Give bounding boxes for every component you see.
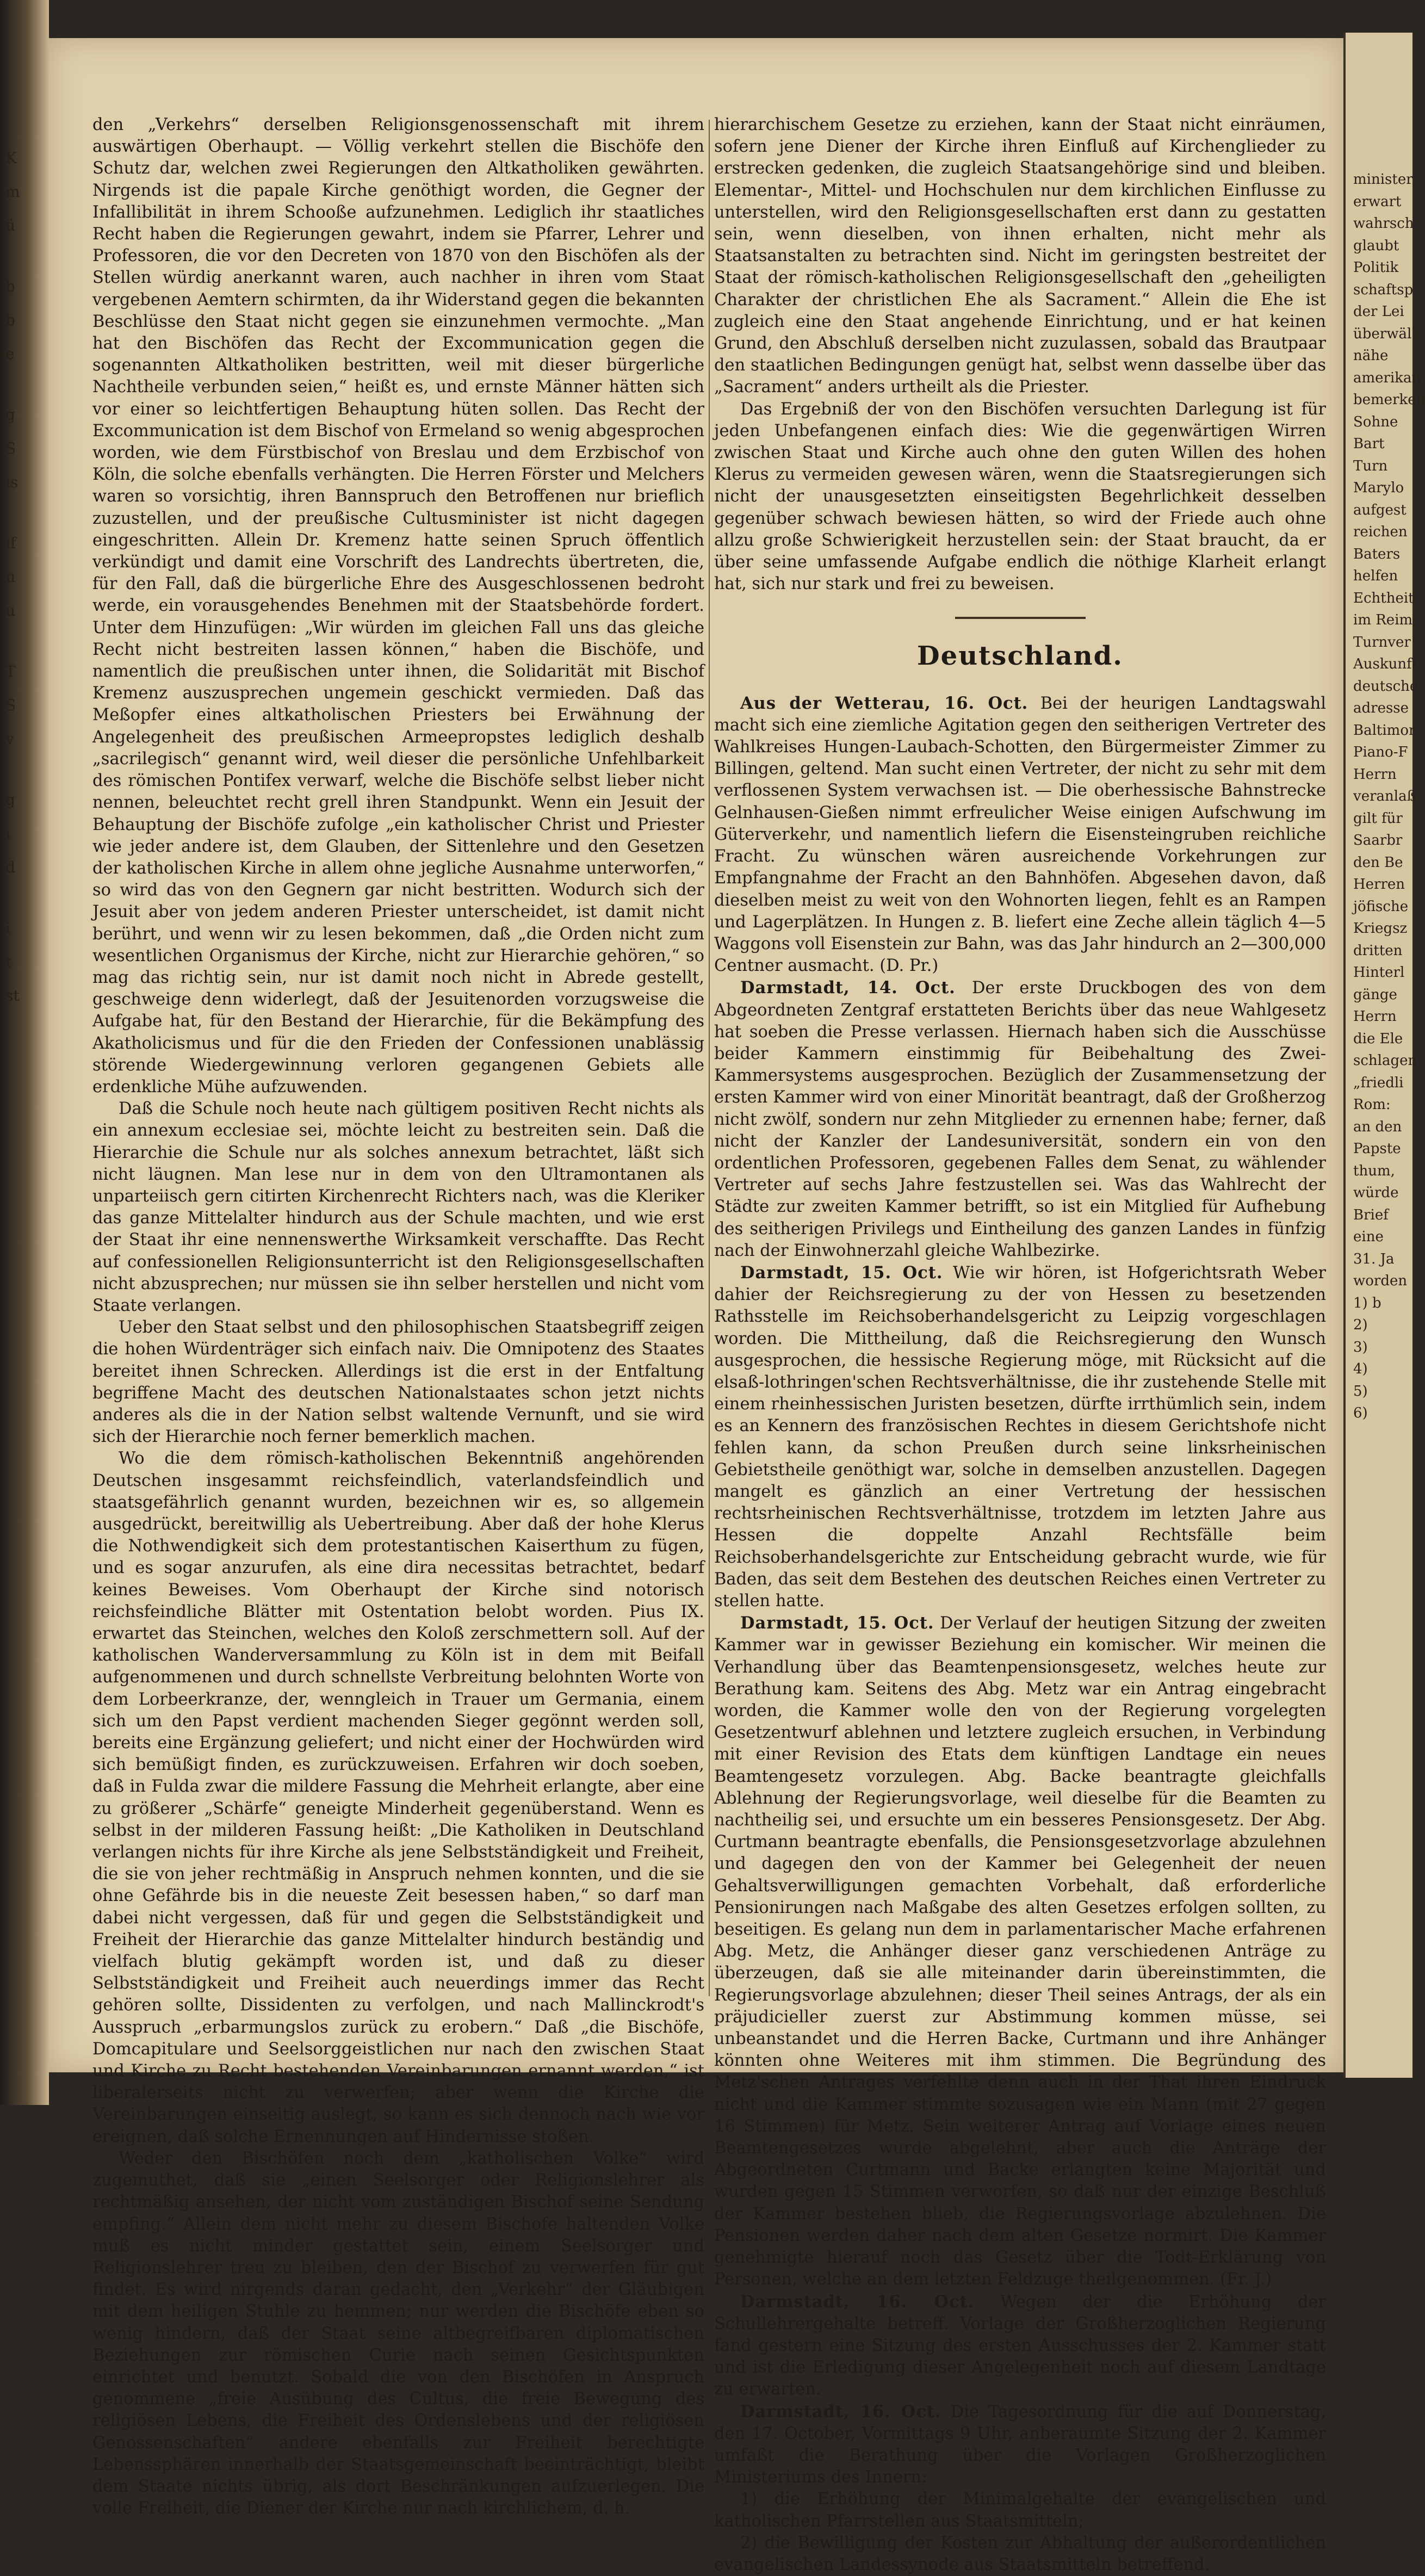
agenda-item: 1) die Erhöhung der Minimalgehalte der evangelischen und katholischen Pfarrstellen aus Staatsmitteln;	[714, 2490, 1326, 2531]
news-dateline: Aus der Wetterau, 16. Oct.	[740, 693, 1029, 713]
edge-fragment: ü	[5, 216, 16, 234]
edge-fragment: is	[5, 473, 18, 491]
next-page-fragment: würde	[1353, 1185, 1399, 1201]
next-page-fragment: gilt für	[1353, 810, 1403, 827]
next-page-fragment: Kriegsz	[1353, 920, 1408, 937]
edge-fragment: e	[5, 345, 15, 363]
edge-fragment: v	[5, 730, 14, 748]
news-text: Bei der heurigen Landtagswahl macht sich eine ziemliche Agitation gegen den seitherigen Vertreter des Wahlkreises Hungen-Laubach-Schotten, den Bürgermeister Zimmer zu Billingen, geltend. Man sucht einen Vertreter, der nicht zu sehr mit dem verflossenen System verwachsen ist. — Die oberhessische Bahnstrecke Gelnhausen-Gießen nimmt erfreulicher Weise einigen Aufschwung im Güterverkehr, und namentlich liefern die Eisensteingruben reichliche Fracht. Zu wünschen wären ausreichende Vorkehrungen zur Empfangnahme der Fracht an den Bahnhöfen. Abgesehen davon, daß dieselben meist zu weit von den Wohnorten liegen, fehlt es an Rampen und Lagerplätzen. In Hungen z. B. liefert eine Zeche allein täglich 4—5 Waggons voll Eisenstein zur Bahn, was das Jahr hindurch an 2—300,000 Centner ausmacht. (D. Pr.)	[714, 693, 1326, 976]
next-page-fragment: wahrsch	[1353, 215, 1414, 232]
next-page-fragment: Brief	[1353, 1206, 1389, 1223]
next-page-fragment: eine	[1353, 1229, 1384, 1245]
next-page-edge	[1343, 33, 1425, 2078]
news-text: Der Verlauf der heutigen Sitzung der zweiten Kammer war in gewisser Beziehung ein komischer. Wir meinen die Verhandlung über das Beamtenpensionsgesetz, welches heute zur Berathung kam. Seitens des Abg. Metz war ein Antrag eingebracht worden, die Kammer wolle den von der Regierung vorgelegten Gesetzentwurf ablehnen und letztere zugleich ersuchen, in Verbindung mit einer Revision des Etats dem künftigen Landtage ein neues Beamtengesetz vorzulegen. Abg. Backe beantragte gleichfalls Ablehnung der Regierungsvorlage, weil dieselbe für die Beamten zu nachtheilig sei, und ersuchte um ein besseres Pensionsgesetz. Der Abg. Curtmann beantragte ebenfalls, die Pensionsgesetzvorlage abzulehnen und dagegen den von der Kammer bei Gelegenheit der neuen Gehaltsverwilligungen gemachten Vorbehalt, daß erforderliche Pensionirungen nach Maßgabe des alten Gesetzes erfolgen sollten, zu beseitigen. Es gelang nun dem in parlamentarischer Mache erfahrenen Abg. Metz, die Anhänger dieser ganz verschiedenen Anträge zu überzeugen, daß sie alle miteinander darin übereinstimmten, die Regierungsvorlage abzulehnen; dieser Theil seines Antrags, der als ein präjudicieller zuerst zur Abstimmung kommen müsse, sei unbeanstandet und die Herren Backe, Curtmann und ihre Anhänger könnten ohne Weiteres mit ihm stimmen. Die Begründung des Metz'schen Antrages verfehlte denn auch in der That ihren Eindruck nicht und die Kammer stimmte sozusagen wie ein Mann (mit 27 gegen 16 Stimmen) für Metz. Sein weiterer Antrag auf Vorlage eines neuen Beamtengesetzes wurde abgelehnt, aber auch die Anträge der Abgeordneten Curtmann und Backe erlangten keine Majorität und wurden gegen 15 Stimmen verworfen, so daß nur der einzige Beschluß der Kammer bestehen blieb, die Regierungsvorlage abzulehnen. Die Pensionen werden daher nach dem alten Gesetze normirt. Die Kammer genehmigte hierauf noch das Gesetz über die Todt-Erklärung von Personen, welche an dem letzten Feldzuge theilgenommen. (Fr. J.)	[714, 1614, 1326, 2289]
next-page-fragment: die Ele	[1353, 1030, 1403, 1047]
next-page-fragment: Politik	[1353, 259, 1399, 276]
next-page-fragment: reichen	[1353, 524, 1408, 540]
news-item	[714, 2401, 1326, 2489]
edge-fragment: d	[5, 858, 15, 876]
next-page-fragment: glaubt	[1353, 237, 1399, 254]
edge-fragment: n	[5, 568, 16, 586]
next-page-fragment: 6)	[1353, 1405, 1368, 1421]
edge-fragment: b	[5, 277, 15, 295]
next-page-fragment: Baters	[1353, 546, 1401, 562]
next-page-fragment: 3)	[1353, 1339, 1368, 1355]
right-paragraph: hierarchischem Gesetze zu erziehen, kann der Staat nicht einräumen, sofern jene Diener der Kirche ihren Einfluß auf Kirchenglieder zu erstrecken gedenken, die zugleich Staatsangehörige sind und bleiben. Elementar-, Mittel- und Hochschulen nur dem kirchlichen Einflusse zu unterstellen, wird den Religionsgesellschaften erst dann zu gestatten sein, wenn dieselben, von ihnen erhalten, nicht mehr als Staatsanstalten zu betrachten sind. Nicht im geringsten bestreitet der Staat der römisch-katholischen Religionsgesellschaft den „geheiligten Charakter der christlichen Ehe als Sacrament.“ Allein die Ehe ist zugleich eine den Staat angehende Einrichtung, und er hat keinen Grund, den Abschluß derselben nicht zuzulassen, sobald das Brautpaar den staatlichen Bedingungen genügt hat, selbst wenn dasselbe über das „Sacrament“ anders urtheilt als die Priester.	[714, 115, 1326, 397]
section-divider	[955, 617, 1086, 619]
next-page-fragments	[1353, 169, 1425, 1425]
next-page-fragment: 5)	[1353, 1383, 1368, 1400]
news-text: Die Tagesordnung für die auf Donnerstag, den 17. October, Vormittags 9 Uhr, anberaumte Sitzung der 2. Kammer umfaßt die Berathung über die Vorlagen Großherzoglichen Ministeriums des Innern:	[714, 2402, 1326, 2487]
next-page-fragment: Hinterl	[1353, 964, 1405, 981]
left-paragraph: den „Verkehrs“ derselben Religionsgenossenschaft mit ihrem auswärtigen Oberhaupt. — Völlig verkehrt stellen die Bischöfe den Schutz dar, welchen zwei Regierungen den Altkatholiken gewährten. Nirgends ist die papale Kirche genöthigt worden, die Gegner der Infallibilität in ihrem Schooße aufzunehmen. Lediglich ihr staatliches Recht haben die Regierungen gewahrt, indem sie Pfarrer, Lehrer und Professoren, die vor den Decreten von 1870 von den Bischöfen als der Stellen würdig anerkannt waren, auch nachher in ihren vom Staat vergebenen Aemtern schirmten, da ihr Widerstand gegen die bekannten Beschlüsse den Staat nicht gegen sie einzunehmen vermochte. „Man hat den Bischöfen das Recht der Excommunication gegen die sogenannten Altkatholiken bestritten, weil mit dieser bürgerliche Nachtheile verbunden seien,“ heißt es, und ernste Männer hätten sich vor einer so leichtfertigen Behauptung hüten sollen. Das Recht der Excommunication ist dem Bischof von Ermeland so wenig abgesprochen worden, wie dem Fürstbischof von Breslau und dem Erzbischof von Köln, die solche ebenfalls verhängten. Die Herren Förster und Melchers waren so vorsichtig, ihren Bannspruch den Betroffenen nur brieflich zuzustellen, und der preußische Cultusminister ist nicht dagegen eingeschritten. Allein Dr. Kremenz hatte seinen Spruch öffentlich verkündigt und damit eine Vorschrift des Landrechts übertreten, die, für den Fall, daß die bürgerliche Ehre des Ausgeschlossenen bedroht werde, ein vorausgehendes Benehmen mit der Staatsbehörde fordert. Unter dem Hinzufügen: „Wir würden im gleichen Fall uns das gleiche Recht nicht bestreiten lassen können,“ haben die Bischöfe, und namentlich die preußischen unter ihnen, die Solidarität mit Bischof Kremenz auszusprechen ungemein geschickt vermieden. Daß das Meßopfer eines altkatholischen Priesters bei Erwähnung der Angelegenheit des preußischen Armeepropstes lediglich deshalb „sacrilegisch“ genannt wird, weil dieser die persönliche Unfehlbarkeit des römischen Pontifex verwarf, welche die Bischöfe selbst lieber nicht nennen, beleuchtet recht grell ihren Standpunkt. Wenn ein Jesuit der Behauptung der Bischöfe zufolge „ein katholischer Christ und Priester wie jeder andere ist, dem Glauben, der Sittenlehre und den Gesetzen der katholischen Kirche in allem ohne jegliche Ausnahme unterworfen,“ so wird das von den Gegnern gar nicht bestritten. Wodurch sich der Jesuit aber von jedem anderen Priester unterscheidet, ist damit nicht berührt, und wenn wir zu lesen bekommen, daß „die Orden nicht zum wesentlichen Organismus der Kirche, nicht zur Hierarchie gehören,“ so mag das richtig sein, nur ist damit noch nicht in Abrede gestellt, geschweige denn widerlegt, daß der Jesuitenorden vorzugsweise die Aufgabe hat, für den Bestand der Hierarchie, für die Bekämpfung des Akatholicismus und für die den Frieden der Confessionen unablässig störende Wiedergewinnung verloren gegangenen Gebiets alle erdenkliche Mühe aufzuwenden.	[92, 115, 704, 1097]
next-page-fragment: Herrn	[1353, 1008, 1397, 1025]
edge-fragment: m	[5, 183, 20, 201]
next-page-fragment: Baltimor	[1353, 722, 1416, 739]
left-paragraph: Ueber den Staat selbst und den philosophischen Staatsbegriff zeigen die hohen Würdenträger sich einfach naiv. Die Omnipotenz des Staates bereitet ihnen Schrecken. Allerdings ist die erst in der Entfaltung begriffene Macht des deutschen Nationalstaates schon jetzt nichts anderes als die in der Nation selbst waltende Vernunft, und sie wird sich der Hierarchie noch ferner bemerklich machen.	[92, 1318, 704, 1447]
next-page-fragment: im Reim	[1353, 612, 1413, 628]
next-page-fragment: Rom:	[1353, 1097, 1391, 1113]
news-dateline: Darmstadt, 15. Oct.	[740, 1262, 943, 1283]
agenda-item: 2) die Bewilligung der Kosten zur Abhaltung der außerordentlichen evangelischen Landessynode aus Staatsmitteln betreffend.	[714, 2533, 1326, 2574]
news-dateline: Darmstadt, 14. Oct.	[740, 978, 956, 998]
next-page-fragment: 2)	[1353, 1317, 1368, 1333]
edge-fragment: g	[5, 406, 15, 424]
left-column	[92, 114, 704, 2519]
next-page-fragment: schaftsp	[1353, 281, 1414, 298]
right-paragraph: Das Ergebniß der von den Bischöfen versuchten Darlegung ist für jeden Unbefangenen einfach dies: Wie die gegenwärtigen Wirren zwischen Staat und Kirche auch ohne den guten Willen des hohen Klerus zu vermeiden gewesen wären, wenn die Staatsregierungen sich nicht der unausgesetzten einseitigsten Begehrlichkeit desselben gegenüber schwach bewiesen hätten, so wird der Friede auch ohne allzu große Schwierigkeit herzustellen sein: der Staat braucht, da er über seine umfassende Aufgabe endlich die nöthige Klarheit erlangt hat, sich nur stark und frei zu beweisen.	[714, 399, 1326, 594]
next-page-fragment: Piano-F	[1353, 744, 1408, 760]
news-dateline: Darmstadt, 16. Oct.	[740, 2401, 941, 2422]
next-page-fragment: veranlaß	[1353, 788, 1416, 804]
next-page-fragment: Turnver	[1353, 634, 1411, 651]
next-page-fragment: erwart	[1353, 193, 1402, 210]
left-paragraph: Wo die dem römisch-katholischen Bekenntniß angehörenden Deutschen insgesammt reichsfeindlich, vaterlandsfeindlich und staatsgefährlich genannt wurden, bezeichnen wir es, so allgemein ausgedrückt, bereitwillig als Uebertreibung. Aber daß der hohe Klerus die Nothwendigkeit sich dem protestantischen Kaiserthum zu fügen, und es sogar anzurufen, als eine dira necessitas betrachtet, bedarf keines Beweises. Vom Oberhaupt der Kirche sind notorisch reichsfeindliche Blätter mit Ostentation belobt worden. Pius IX. erwartet das Steinchen, welches den Koloß zerschmettern soll. Auf der katholischen Wanderversammlung zu Köln ist in dem mit Beifall aufgenommenen und durch schnellste Verbreitung belohnten Worte von dem Lorbeerkranze, der, wenngleich in Trauer um Germania, einem sich um den Papst verdient machenden Sieger gegönnt werden soll, bereits eine Ergänzung geliefert; und nicht einer der Hochwürden wird sich bemüßigt finden, es zurückzuweisen. Erfahren wir doch soeben, daß in Fulda zwar die mildere Fassung die Mehrheit erlangte, aber eine zu größerer „Schärfe“ geneigte Minderheit gegenüberstand. Wenn es selbst in der milderen Fassung heißt: „Die Katholiken in Deutschland verlangen nichts für ihre Kirche als jene Selbstständigkeit und Freiheit, die sie von jeher rechtmäßig in Anspruch nehmen konnten, und die sie ohne Gefährde bis in die neueste Zeit besessen haben,“ so darf man dabei nicht vergessen, daß für und gegen die Selbstständigkeit und Freiheit der Hierarchie das ganze Mittelalter hindurch beständig und vielfach blutig gekämpft worden ist, und daß zu dieser Selbstständigkeit und Freiheit auch neuerdings immer das Recht gehören sollte, Dissidenten zu verfolgen, und nach Mallinckrodt's Ausspruch „erbarmungslos zurück zu erobern.“ Daß „die Bischöfe, Domcapitulare und Seelsorggeistlichen nur nach den zwischen Staat und Kirche zu Recht bestehenden Vereinbarungen ernannt werden,“ ist liberalerseits nicht zu verwerfen; aber wenn die Kirche die Vereinbarungen einseitig auslegt, so kann es sich dennoch nach wie vor ereignen, daß solche Ernennungen auf Hindernisse stoßen.	[92, 1449, 704, 2146]
edge-fragment: i	[5, 919, 10, 937]
next-page-fragment: dritten	[1353, 942, 1403, 959]
news-item	[714, 2291, 1326, 2401]
next-page-fragment: Saarbr	[1353, 832, 1403, 849]
next-page-fragment: gänge	[1353, 986, 1397, 1003]
next-page-fragment: der Lei	[1353, 304, 1404, 320]
next-page-fragment: deutsche	[1353, 678, 1418, 695]
next-page-fragment: 4)	[1353, 1361, 1368, 1377]
next-page-fragment: Marylo	[1353, 480, 1404, 496]
edge-fragment: i	[5, 825, 10, 843]
news-item	[714, 977, 1326, 1262]
previous-page-edge	[5, 109, 38, 1007]
news-text: Wegen der die Erhöhung der Schullehrergehalte betreff. Vorlage der Großherzoglichen Regierung fand gestern eine Sitzung des ersten Ausschusses der 2. Kammer statt und ist die Erledigung dieser Angelegenheit noch auf diesem Landtage zu erwarten.	[714, 2292, 1326, 2399]
next-page-fragment: „friedli	[1353, 1074, 1404, 1091]
section-title: Deutschland.	[917, 641, 1123, 672]
next-page-fragment: Sohne	[1353, 413, 1398, 430]
edge-fragment: if	[5, 534, 16, 552]
next-page-fragment: an den	[1353, 1118, 1402, 1135]
next-page-fragment: überwäl	[1353, 325, 1412, 342]
news-item	[714, 1262, 1326, 1612]
news-text: Der erste Druckbogen des von dem Abgeordneten Zentgraf erstatteten Berichts über das neue Wahlgesetz hat soeben die Presse verlassen. Hiernach haben sich die Ausschüsse beider Kammern einstimmig für Beibehaltung des Zwei-Kammersystems ausgesprochen. Bezüglich der Zusammensetzung der ersten Kammer wird von einer Minorität beantragt, daß der Großherzog nicht zwölf, sondern nur zehn Mitglieder zu ernennen habe; ferner, daß nicht der Kanzler der Landesuniversität, sondern ein von den ordentlichen Professoren, gegebenen Falles dem Senat, zu wählender Vertreter auf sechs Jahre festzustellen sei. Was das Wahlrecht der Städte zur zweiten Kammer betrifft, so ist ein Mitglied für Aufhebung des seitherigen Privilegs und Eintheilung des ganzen Landes in fünfzig nach der Einwohnerzahl gleiche Wahlbezirke.	[714, 979, 1326, 1260]
edge-fragment: K	[5, 149, 17, 167]
next-page-fragment: helfen	[1353, 568, 1398, 584]
news-dateline: Darmstadt, 16. Oct.	[740, 2292, 975, 2312]
edge-fragment: b	[5, 311, 15, 329]
next-page-fragment: bemerken	[1353, 392, 1425, 408]
next-page-fragment: Papste	[1353, 1141, 1401, 1157]
next-page-fragment: amerikan	[1353, 369, 1421, 386]
left-paragraph: Weder den Bischöfen noch dem „katholischen Volke“ wird zugemuthet, daß sie „einen Seelsorger oder Religionslehrer als rechtmäßig ansehen, der nicht vom zuständigen Bischof seine Sendung empfing.“ Allein dem nicht mehr zu diesem Bischofe haltenden Volke muß es nicht minder gestattet sein, einem Seelsorger und Religionslehrer treu zu bleiben, den der Bischof zu verwerfen für gut findet. Es wird nirgends daran gedacht, den „Verkehr“ der Gläubigen mit dem heiligen Stuhle zu hemmen; nur werden die Bischöfe eben so wenig hindern, daß der Staat seine altbegreifbaren diplomatischen Beziehungen zur römischen Curie nach seinen Gesichtspunkten einrichtet und benutzt. Sobald die von den Bischöfen in Anspruch genommene „freie Ausübung des Cultus, die freie Bewegung des religiösen Lebens, die Freiheit des Ordenslebens und der religiösen Genossenschaften“ andere ebenfalls zur Freiheit berechtigte Lebenssphären innerhalb der Staatsgemeinschaft beeinträchtigt, bleibt dem Staate nichts übrig, als dort Beschränkungen aufzuerlegen. Die volle Freiheit, die Diener der Kirche nur nach kirchlichem, d. h.	[92, 2148, 704, 2518]
right-column	[714, 114, 1326, 2576]
next-page-fragment: nähe	[1353, 348, 1389, 364]
next-page-fragment: Herren	[1353, 876, 1405, 893]
edge-fragment: t	[5, 953, 12, 971]
next-page-fragment: worden	[1353, 1273, 1408, 1289]
column-rule	[709, 120, 710, 1996]
edge-fragment: T	[5, 662, 16, 680]
edge-fragment: u	[5, 602, 16, 620]
edge-fragment: g	[5, 791, 15, 809]
next-page-fragment: Herrn	[1353, 766, 1397, 783]
news-dateline: Darmstadt, 15. Oct.	[740, 1613, 934, 1633]
next-page-fragment: Turn	[1353, 457, 1388, 474]
next-page-fragment: jöfische	[1353, 898, 1409, 915]
next-page-fragment: minister	[1353, 171, 1413, 188]
edge-fragment: S	[5, 439, 16, 457]
next-page-fragment: Auskunft	[1353, 656, 1418, 672]
next-page-fragment: aufgest	[1353, 501, 1407, 518]
next-page-fragment: den Be	[1353, 854, 1403, 871]
next-page-fragment: Echtheit	[1353, 590, 1414, 606]
news-item	[714, 1612, 1326, 2290]
left-paragraph: Daß die Schule noch heute nach gültigem positiven Recht nichts als ein annexum ecclesiae sei, möchte leicht zu bestreiten sein. Daß die Hierarchie die Schule nur als solches annexum betrachtet, läßt sich nicht läugnen. Man lese nur in dem von den Ultramontanen als unparteiisch gern citirten Kirchenrecht Richters nach, was die Kleriker das ganze Mittelalter hindurch aus der Schule machten, und wie erst der Staat ihr eine nennenswerthe Wirksamkeit verschaffte. Das Recht auf confessionellen Religionsunterricht ist den Religionsgesellschaften nicht abzusprechen; nur müssen sie ihn selber herstellen und nicht vom Staate verlangen.	[92, 1099, 704, 1315]
next-page-fragment: Bart	[1353, 436, 1385, 452]
edge-fragment: S	[5, 696, 16, 714]
next-page-fragment: adresse	[1353, 700, 1409, 716]
news-text: Wie wir hören, ist Hofgerichtsrath Weber dahier der Reichsregierung zu der von Hessen zu besetzenden Rathsstelle im Reichsoberhandelsgericht zu Leipzig vorgeschlagen worden. Die Mittheilung, daß die Reichsregierung den Wunsch ausgesprochen, die hessische Regierung möge, mit Rücksicht auf die elsaß-lothringen'schen Rechtsverhältnisse, die ihr zustehende Stelle mit einem rheinhessischen Juristen besetzen, dürfte irrthümlich sein, indem es an Kennern des französischen Rechtes in diesem Gerichtshofe nicht fehlen kann, da schon Preußen durch seine linksrheinischen Gebietstheile genöthigt war, solche in demselben anzustellen. Dagegen mangelt es gänzlich an einer Vertretung der hessischen rechtsrheinischen Rechtsverhältnisse, trotzdem im letzten Jahre aus Hessen die doppelte Anzahl Rechtsfälle beim Reichsoberhandelsgerichte zur Entscheidung gebracht wurde, wie für Baden, das seit dem Bestehen des deutschen Reiches einen Vertreter zu stellen hatte.	[714, 1263, 1326, 1611]
edge-fragment: st	[5, 987, 20, 1005]
next-page-fragment: 31. Ja	[1353, 1250, 1395, 1267]
next-page-fragment: thum,	[1353, 1162, 1395, 1179]
news-item	[714, 692, 1326, 977]
news-list	[714, 692, 1326, 2489]
next-page-fragment: 1) b	[1353, 1295, 1381, 1311]
next-page-fragment: schlagen	[1353, 1052, 1417, 1069]
